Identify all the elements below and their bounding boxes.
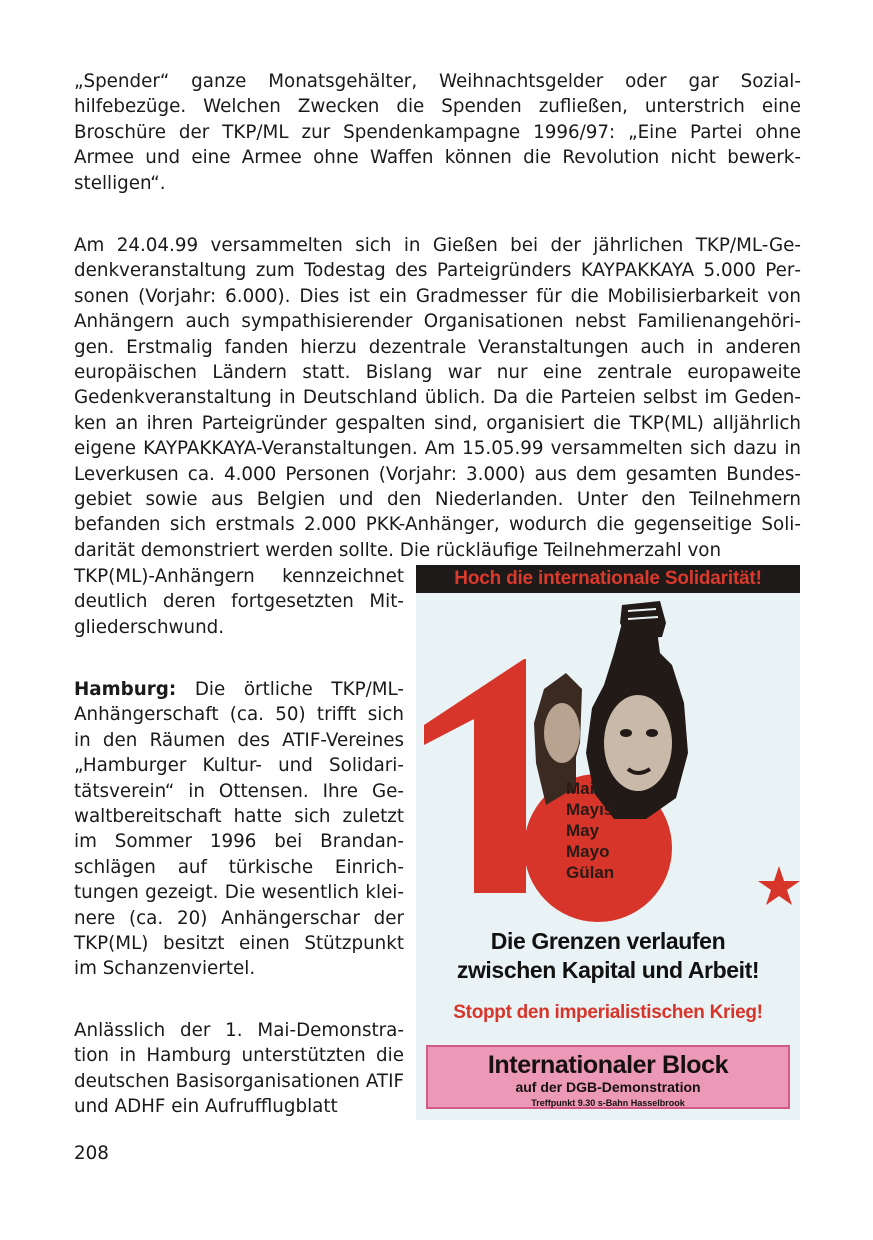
headline-line-2: zwischen Kapital und Arbeit! xyxy=(456,957,760,983)
poster-banner: Hoch die internationale Solidarität! xyxy=(416,565,800,593)
poster-headline xyxy=(416,927,800,985)
paragraph-gedenkveranstaltung: Am 24.04.99 versammelten sich in Gießen bei der jährlichen TKP/ML-Gedenkveranstaltung zum Todestag des Parteigründers KAYPAKKAYA 5.000 Personen (Vorjahr: 6.000). Dies ist ein Gradmesser für die Mobilisierbarkeit von Anhängern auch sympathisierender Organisationen nebst Familienangehörigen. Erstmalig fanden hierzu dezentrale Veranstaltungen auch in anderen europäischen Ländern statt. Bislang war nur eine zentrale europaweite Gedenkveranstaltung in Deutschland üblich. Da die Parteien selbst im Gedenken an ihren Parteigründer gespalten sind, organisiert die TKP(ML) alljährlich eigene KAYPAKKAYA-Veranstaltungen. Am 15.05.99 versammelten sich dazu in Leverkusen ca. 4.000 Personen (Vorjahr: 3.000) aus dem gesamten Bundesgebiet sowie aus Belgien und den Niederlanden. Unter den Teilnehmern befanden sich erstmals 2.000 PKK-Anhänger, wodurch die gegenseitige Solidarität demonstriert werden sollte. Die rückläufige Teilnehmerzahl von xyxy=(74,235,801,561)
block-subtitle: auf der DGB-Demonstration xyxy=(515,1079,701,1095)
hamburg-body: Die örtliche TKP/ML-Anhängerschaft (ca. 50) trifft sich in den Räumen des ATIF-Vereines „Hamburger Kultur- und Solidaritätsverein“ in Ottensen. Ihre Gewaltbereitschaft hatte sich zuletzt im Sommer 1996 bei Brandanschlägen auf türkische Einrichtungen gezeigt. Die wesentlich kleinere (ca. 20) Anhängerschar der TKP(ML) besitzt einen Stützpunkt im Schanzenviertel. xyxy=(74,679,404,980)
poster-subline: Stoppt den imperialistischen Krieg! xyxy=(453,1002,763,1023)
may-day-poster xyxy=(416,565,800,1120)
hamburg-lead: Hamburg: xyxy=(74,679,177,700)
block-meeting-point: Treffpunkt 9.30 s-Bahn Hasselbrook xyxy=(531,1098,685,1108)
day-label: Mayıs xyxy=(566,800,614,819)
paragraph-spenden: „Spender“ ganze Monatsgehälter, Weihnachtsgelder oder gar Sozialhilfebezüge. Welchen Zwecken die Spenden zufließen, unterstrich eine Broschüre der TKP/ML zur Spendenkampagne 1996/97: „Eine Partei ohne Armee und eine Armee ohne Waffen können die Revolution nicht bewerkstelligen“. xyxy=(74,71,801,194)
international-block-box xyxy=(426,1045,790,1109)
day-label: May xyxy=(566,821,600,840)
page-number: 208 xyxy=(74,1143,109,1164)
paragraph-mitgliederschwund: TKP(ML)-Anhängern kennzeichnet deutlich deren fortgesetzten Mitgliederschwund. xyxy=(74,566,404,638)
block-title: Internationaler Block xyxy=(487,1051,729,1079)
paragraph-hamburg xyxy=(74,677,404,982)
may-day-languages xyxy=(566,778,636,883)
day-label: Gülan xyxy=(566,863,615,882)
big-one-shape xyxy=(424,659,526,893)
red-star-icon xyxy=(758,866,800,905)
headline-line-1: Die Grenzen verlaufen xyxy=(490,928,726,954)
paragraph-mai-demonstration: Anlässlich der 1. Mai-Demonstration in Hamburg unterstützten die deutschen Basisorganisationen ATIF und ADHF ein Aufrufflugblatt xyxy=(74,1020,404,1118)
day-label: Mai xyxy=(566,779,595,798)
day-label: Mayo xyxy=(566,842,610,861)
